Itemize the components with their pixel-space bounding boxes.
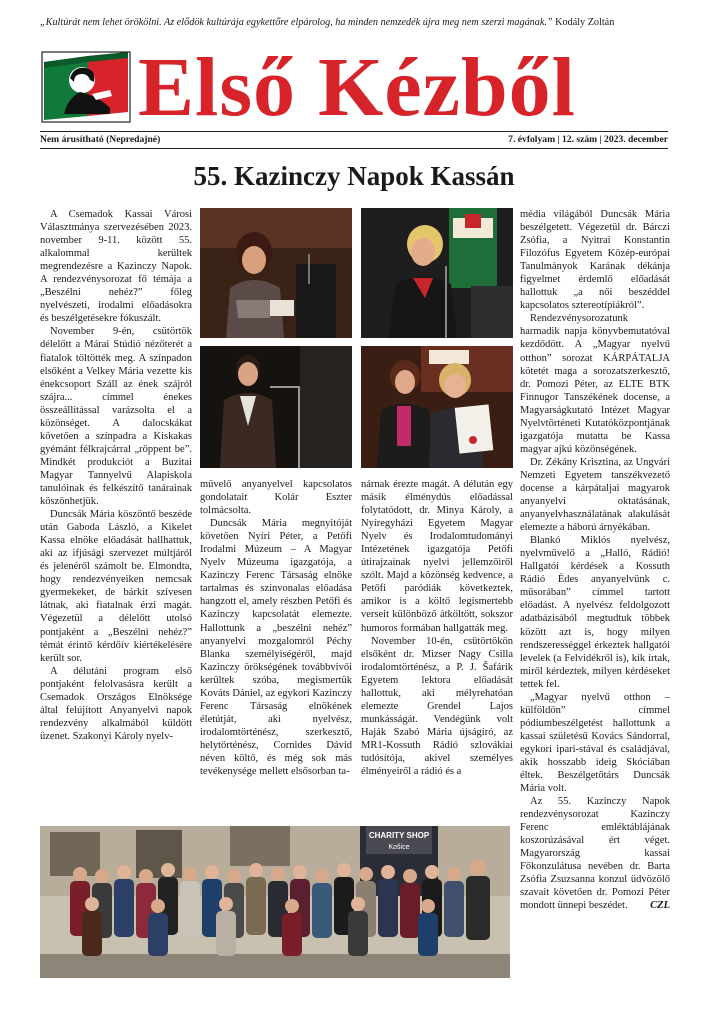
article-column-4 — [520, 208, 670, 913]
paragraph: November 9-én, csütörtök délelőtt a Márai Stúdió nézőterét a fiatalok töltötték meg. A színpadon elsőként a Velkey Mária vezette kis énekcsoport Száll az ének szájról szájra... címmel énekes összeállítással varázsolta el a közönséget. A dalocskákat követően a színpadra a Kiskakas gyémánt félkrajcárral „röppent be”. Mindkét produkciót a Buzitai Magyar Tannyelvű Alapiskola tanulóinak és felkészítő tanárainak köszönhetjük. — [40, 326, 192, 508]
paragraph: Blankó Miklós nyelvész, nyelvművelő a „Halló, Rádió! Hallgatói kérdések a Kossuth Rádió Édes anyanyelvünk c. műsorában” címmel tartott előadást. A nyelvész feldolgozott adatbázisából megtudtuk többek között azt is, hogy milyen rendszerességgel érkeztek hallgatói levelek (a Felvidékről is), kik írtak, miről kérdeztek, milyen kérdéseket tettek fel. — [520, 535, 670, 690]
info-bar — [40, 131, 668, 149]
paragraph: Duncsák Mária köszöntő beszéde után Gaboda László, a Kikelet Kassa elnöke előadását hallhattuk, aki az ifjúsági szervezet múltjáról és jelenéről számolt be. Elmondta, hogy rendezvényeiken nemcsak gyermekeket, de bárkit szívesen látnak, aki fiatalnak érzi magát. Végezetül a délelőtt utolsó pontjaként a „Beszélni nehéz?” témát érintő kérdőív kiértékelésére került sor. — [40, 509, 192, 664]
masthead-title: Első Kézből — [138, 41, 577, 134]
issue-info: 7. évfolyam | 12. szám | 2023. december — [508, 134, 668, 145]
photo-two-women-with-certificate — [361, 346, 513, 468]
photo-group-street — [40, 826, 510, 978]
paragraph-text: Az 55. Kazinczy Napok rendezvénysorozat Kazinczy Ferenc emléktáblájának koszorúzásával ért véget. Magyarország kassai Főkonzulátusa nevében dr. Barta Zsófia Zsuzsanna konzul üdvözölő szavait követően dr. Pomozi Péter mondott ünnepi beszédet. — [520, 796, 670, 912]
author-signature: CZL — [650, 900, 670, 912]
photo-man-at-microphone — [200, 346, 352, 468]
article-column-1 — [40, 208, 192, 743]
article-column-2 — [200, 478, 352, 778]
photo-woman-speaking — [361, 208, 513, 338]
photo-woman-at-podium — [200, 208, 352, 338]
paragraph: Rendezvénysorozatunk harmadik napja könyvbemutatóval kezdődött. A „Magyar nyelvű otthon” sorozat KÁRPÁTALJA kötetét maga a sorozatszerkesztő, dr. Pomozi Péter, az ELTE BTK Finnugor Tanszékének docense, a Magyarságkutató Intézet Magyar Nyelvtörténeti Kutatóközpontjának igazgatója mutatta be Kassa magyar ajkú közönségének. — [520, 313, 670, 455]
paragraph: November 10-én, csütörtökön elsőként dr. Mizser Nagy Csilla irodalomtörténész, a P. J. Šafárik Egyetem lektora előadását hallottuk, aki mélyrehatóan elemezte Grendel Lajos munkásságát. Vendégünk volt Haják Szabó Mária újságíró, az MR1-Kossuth Rádió szlovákiai tudósítója, akivel személyes élményeiről a rádió és a — [361, 635, 513, 778]
paragraph: nárnak érezte magát. A délután egy másik élménydús előadással folytatódott, dr. Minya Károly, a Nyíregyházi Egyetem Magyar Nyelv és Irodalomtudományi Intézetének igazgatója Petőfi útirajzainak nyelvi jellemzőiről szólt. Majd a közönség kedvence, a Petőfi paródiák következtek, amikor is a költő legismertebb verseit különböző átköltött, sokszor humoros formában hallgatták meg. — [361, 479, 513, 634]
paragraph: művelő anyanyelvel kapcsolatos gondolatait Kolár Eszter tolmácsolta. — [200, 479, 352, 517]
paragraph: média világából Duncsák Mária beszélgetett. Végezetül dr. Bárczi Zsófia, a Nyitrai Konstantin Filozófus Egyetem Közép-európai Tanulmányok Karának dékánja figyelmet érdemlő előadását hallottuk „a női beszéddel kapcsolatos sztereotípiákról”. — [520, 209, 670, 312]
quote-author: Kodály Zoltán — [555, 17, 615, 28]
paragraph: A délutáni program első pontjaként felolvasásra került a Csemadok Országos Elnöksége által felújított Anyanyelvi napok rendezvény alkalmából küldött üzenet. Szakonyi Károly nyelv- — [40, 665, 192, 742]
paragraph: Duncsák Mária megnyitóját követően Nyíri Péter, a Petőfi Irodalmi Múzeum – A Magyar Nyelv Múzeuma igazgatója, a Kazinczy Ferenc Társaság elnöke tartalmas és színvonalas előadása hangzott el, amely részben Petőfi és Kazinczy kapcsolatát elemezte. Hallottunk a „beszélni nehéz” anyanyelvi mozgalomról Péchy Blanka személyiségéről, majd Kazinczy örökségének továbbvivői kerültek szóba, megismertük Kováts Dániel, az egykori Kazinczy Ferenc Társaság elnökének életútját, aki nyelvész, irodalomtörténész, szerkesztő, helytörténész, Cornides Dávid néven költő, és még sok más tevékenysége mellett elsősorban ta- — [200, 518, 352, 778]
paragraph: A Csemadok Kassai Városi Választmánya szervezésében 2023. november 9-11. között 55. alkalommal kerültek megrendezésre a Kazinczy Napok. A rendezvénysorozat fő témája a „Beszélni nehéz?” főleg nyelvészeti, irodalmi előadásokra és beszélgetésekre fókuszált. — [40, 209, 192, 325]
price-note: Nem árusítható (Nepredajné) — [40, 134, 161, 145]
shop-sign-line-1: CHARITY SHOP — [368, 831, 430, 840]
paragraph — [520, 795, 670, 912]
paragraph: Dr. Zékány Krisztina, az Ungvári Nemzeti Egyetem tanszékvezető docense a kárpátaljai magyarok anyanyelvi oktatásának, anyanyelvhasználatának alakulását elemezte a háború árnyékában. — [520, 456, 670, 534]
article-headline: 55. Kazinczy Napok Kassán — [193, 161, 515, 191]
masthead-quote — [40, 16, 700, 29]
newspaper-logo-icon — [40, 50, 132, 124]
shop-sign-line-2: Košice — [388, 844, 410, 851]
quote-text: „Kultúrát nem lehet örökölni. Az elődök kultúrája egykettőre elpárolog, ha minden nemzedék újra meg nem szerzi magának.” — [40, 17, 553, 28]
article-column-3 — [361, 478, 513, 778]
paragraph: „Magyar nyelvű otthon – külföldön” címmel pódiumbeszélgetést hallottunk a kassai születésű Kovács Sándorral, egykori ipari-stával és családjával, akik hosszabb ideig Skóciában éltek. Beszélgetőtárs Duncsák Mária volt. — [520, 691, 670, 795]
